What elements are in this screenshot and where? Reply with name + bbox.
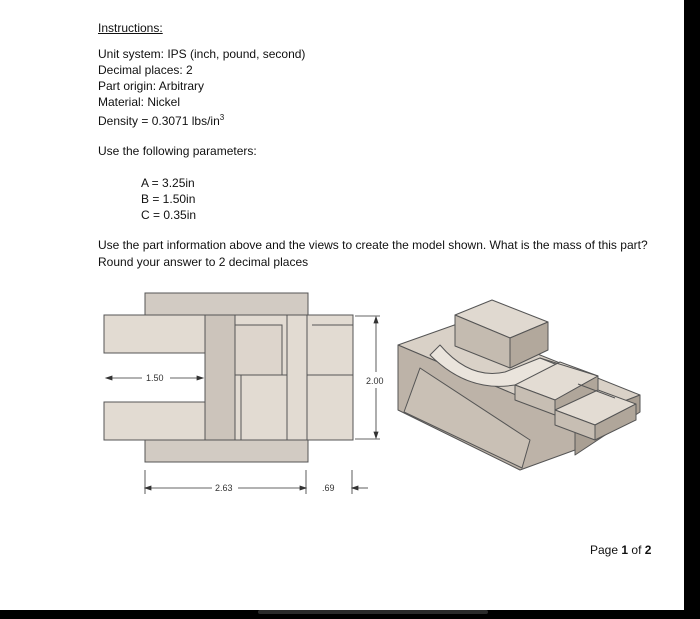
dim-2-63: 2.63 <box>215 483 233 493</box>
page-total: 2 <box>644 543 652 557</box>
middle-slot <box>205 315 235 440</box>
page-of: of <box>631 543 642 557</box>
dim-1-50: 1.50 <box>146 373 164 383</box>
param-a: A = 3.25in <box>141 176 195 190</box>
param-c: C = 0.35in <box>141 208 197 222</box>
scroll-indicator[interactable] <box>258 610 488 614</box>
instructions-heading: Instructions: <box>98 21 163 35</box>
parameters-intro: Use the following parameters: <box>98 144 257 158</box>
param-b: B = 1.50in <box>141 192 196 206</box>
front-view <box>104 293 353 462</box>
unit-system-line: Unit system: IPS (inch, pound, second) <box>98 47 306 61</box>
page-current: 1 <box>621 543 629 557</box>
page-label: Page <box>590 543 619 557</box>
bottom-flange <box>145 440 308 462</box>
dim-2-00: 2.00 <box>366 376 384 386</box>
question-text: Use the part information above and the views to create the model shown. What is the mass of this part? Round your answer to 2 decimal places <box>98 238 648 269</box>
right-block <box>307 315 353 440</box>
part-origin-line: Part origin: Arbitrary <box>98 79 205 93</box>
material-line: Material: Nickel <box>98 95 181 109</box>
density-exponent: 3 <box>219 113 225 122</box>
top-flange <box>145 293 308 315</box>
isometric-view <box>398 300 640 470</box>
dim-0-69: .69 <box>322 483 335 493</box>
density-text: Density = 0.3071 lbs/in <box>98 114 220 128</box>
decimal-places-line: Decimal places: 2 <box>98 63 193 77</box>
page-indicator <box>590 542 651 558</box>
